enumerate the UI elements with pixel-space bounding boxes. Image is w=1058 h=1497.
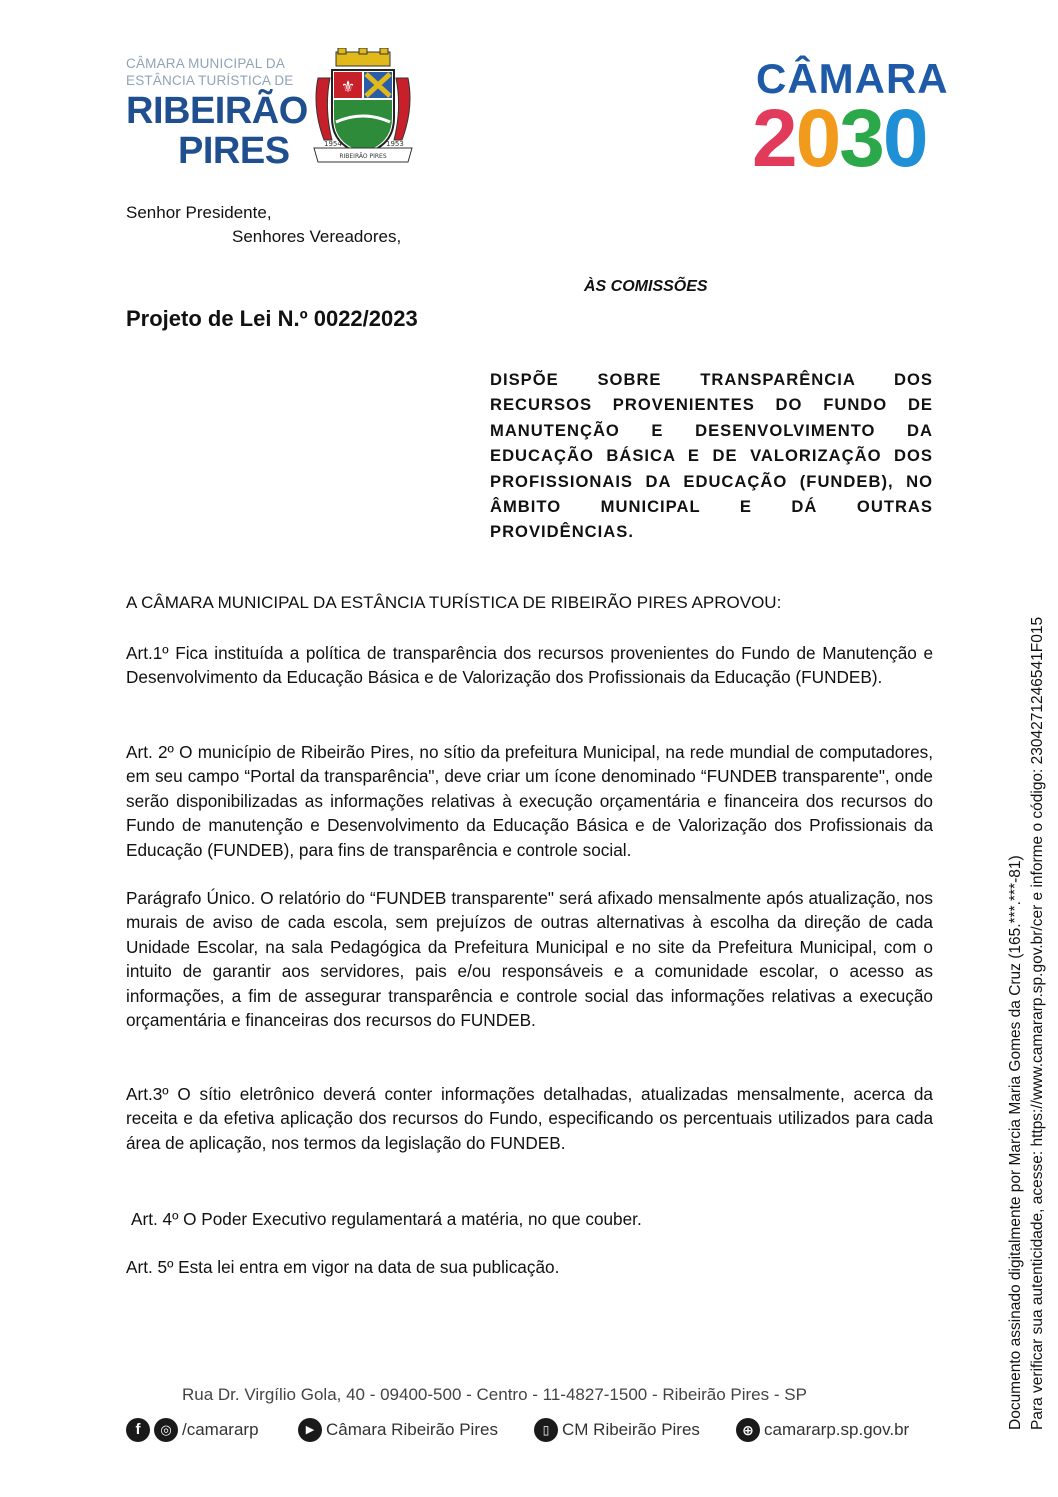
digit-0: 0 (795, 93, 840, 184)
website-link[interactable]: camararp.sp.gov.br (764, 1420, 910, 1439)
commissions-heading: ÀS COMISSÕES (584, 278, 708, 295)
logo-line-4: PIRES (178, 130, 290, 172)
instagram-icon[interactable]: ◎ (154, 1418, 178, 1442)
article-4: Art. 4º O Poder Executivo regulamentará a matéria, no que couber. (131, 1209, 642, 1229)
summary-line: DISPÕE SOBRE TRANSPARÊNCIA DOS (490, 370, 933, 389)
salutation-councilors: Senhores Vereadores, (232, 227, 402, 246)
summary-line: ÂMBITO MUNICIPAL E DÁ OUTRAS (490, 497, 933, 517)
svg-text:⚜: ⚜ (340, 77, 356, 96)
digit-0-b: 0 (882, 93, 927, 184)
camara-2030-digits (752, 93, 927, 184)
article-3: Art.3º O sítio eletrônico deverá conter informações detalhadas, atualizadas mensalmente, acerca da receita e da efetiva aplicação dos recursos do Fundo, especificando os percentuais utilizados para cada área de aplicação, nos termos da legislação do FUNDEB. (126, 1084, 933, 1153)
app-name[interactable]: CM Ribeirão Pires (562, 1420, 700, 1439)
camara-2030-title: CÂMARA (756, 55, 949, 102)
phone-icon[interactable]: ▯ (534, 1418, 558, 1442)
sole-paragraph: Parágrafo Único. O relatório do “FUNDEB transparente" será afixado mensalmente após atualização, nos murais de aviso de cada escola, sem prejuízos de outras alternativas à escolha da direção de cada Unidade Escolar, na sala Pedagógica da Prefeitura Municipal e no site da Prefeitura Municipal, com o intuito de garantir aos servidores, pais e/ou responsáveis e a comunidade escolar, o acesso as informações, a fim de assegurar transparência e controle social das informações relativas a execução orçamentária e financeiras dos recursos do FUNDEB. (126, 888, 933, 1031)
crest-ribbon-text: RIBEIRÃO PIRES (339, 153, 387, 160)
summary-line: EDUCAÇÃO BÁSICA E DE VALORIZAÇÃO DOS (490, 446, 933, 466)
facebook-icon[interactable]: f (126, 1418, 150, 1442)
article-1: Art.1º Fica instituída a política de transparência dos recursos provenientes do Fundo de Manutenção e Desenvolvimento da Educação Básica e de Valorização dos Profissionais da Educação (FUNDEB). (126, 643, 933, 688)
logo-line-2: ESTÂNCIA TURÍSTICA DE (126, 73, 294, 88)
summary-line: PROVIDÊNCIAS. (490, 522, 634, 542)
footer-address: Rua Dr. Virgílio Gola, 40 - 09400-500 - Centro - 11-4827-1500 - Ribeirão Pires - SP (182, 1385, 807, 1404)
summary-line: MANUTENÇÃO E DESENVOLVIMENTO DA (490, 420, 933, 440)
municipal-crest-icon (310, 48, 416, 166)
youtube-channel[interactable]: Câmara Ribeirão Pires (326, 1420, 498, 1439)
digital-signature-stamp (1005, 490, 1049, 1430)
summary-line: RECURSOS PROVENIENTES DO FUNDO DE (490, 395, 933, 415)
crest-year-left: 1954 (324, 140, 342, 148)
digit-3: 3 (839, 93, 883, 184)
social-handle[interactable]: /camararp (182, 1420, 259, 1439)
preamble: A CÂMARA MUNICIPAL DA ESTÂNCIA TURÍSTICA DE RIBEIRÃO PIRES APROVOU: (126, 593, 782, 612)
bill-title: Projeto de Lei N.º 0022/2023 (126, 306, 418, 331)
camara-ribeirao-pires-logo (126, 52, 426, 170)
youtube-icon[interactable]: ▶ (298, 1418, 322, 1442)
crest-year-right: 1953 (386, 140, 404, 148)
summary-line: PROFISSIONAIS DA EDUCAÇÃO (FUNDEB), NO (490, 471, 933, 491)
camara-2030-logo (752, 55, 949, 184)
salutation-president: Senhor Presidente, (126, 203, 272, 222)
signature-line-1: Documento assinado digitalmente por Marcia Maria Gomes da Cruz (165.***.***-81) (1007, 855, 1024, 1430)
article-5: Art. 5º Esta lei entra em vigor na data de sua publicação. (126, 1257, 560, 1277)
globe-icon[interactable]: ⊕ (736, 1418, 760, 1442)
article-2: Art. 2º O município de Ribeirão Pires, no sítio da prefeitura Municipal, na rede mundial de computadores, em seu campo “Portal da transparência", deve criar um ícone denominado “FUNDEB transparente", onde serão disponibilizadas as informações relativas à execução orçamentária e financeira dos recursos do Fundo de manutenção e Desenvolvimento da Educação Básica e de Valorização dos Profissionais da Educação (FUNDEB), para fins de transparência e controle social. (126, 742, 933, 860)
logo-line-1: CÂMARA MUNICIPAL DA (126, 56, 286, 71)
bill-summary (490, 367, 933, 545)
footer-social-bar (126, 1418, 946, 1448)
logo-line-3: RIBEIRÃO (126, 90, 308, 132)
signature-line-2: Para verificar sua autenticidade, acesse: https://www.camararp.sp.gov.br/cer e informe o código: 2304271246541F015 (1029, 616, 1046, 1430)
digit-2: 2 (752, 93, 796, 184)
